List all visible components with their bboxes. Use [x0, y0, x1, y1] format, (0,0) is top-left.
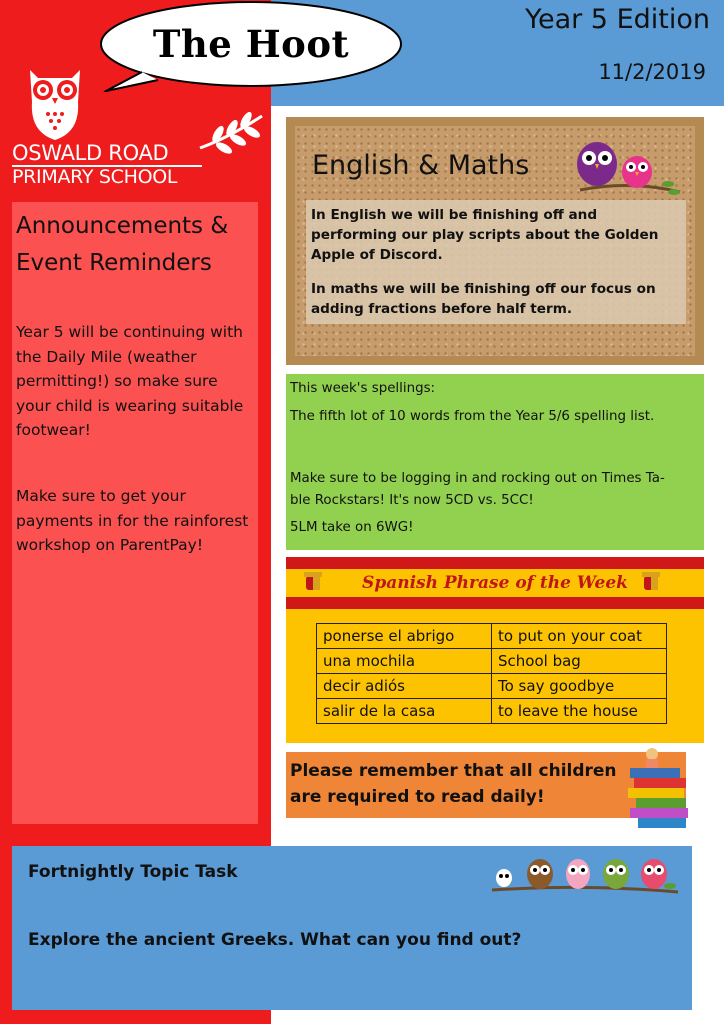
- table-row: [317, 674, 667, 699]
- rockstars-line3: 5LM take on 6WG!: [290, 520, 414, 535]
- topic-task-panel: [12, 846, 692, 1010]
- vocab-english: To say goodbye: [492, 674, 667, 699]
- reading-line1: Please remember that all children: [290, 761, 617, 781]
- book-stack-icon: [626, 742, 696, 832]
- rockstars-line1: Make sure to be logging in and rocking out on Times Ta-: [290, 471, 665, 486]
- table-row: [317, 624, 667, 649]
- announcements-title: Announcements & Event Reminders: [16, 213, 229, 276]
- vocab-english: to put on your coat: [492, 624, 667, 649]
- table-row: [317, 649, 667, 674]
- owls-on-branch-icon: [570, 134, 682, 200]
- leaf-branch-icon: [198, 108, 264, 154]
- reading-reminder-text: [290, 758, 630, 810]
- spellings-heading: This week's spellings:: [290, 381, 436, 396]
- spellings-panel: [286, 374, 704, 550]
- spellings-detail: The fifth lot of 10 words from the Year 5/6 spelling list.: [290, 409, 655, 424]
- school-name-line2: PRIMARY SCHOOL: [12, 166, 178, 188]
- flag-stripe-bottom: [286, 597, 704, 609]
- vocab-spanish: una mochila: [317, 649, 492, 674]
- announcements-panel: [12, 202, 258, 824]
- vocab-spanish: salir de la casa: [317, 699, 492, 724]
- vocab-table: [316, 623, 667, 724]
- issue-date: 11/2/2019: [598, 60, 706, 84]
- edition-label: Year 5 Edition: [525, 4, 710, 35]
- vocab-spanish: ponerse el abrigo: [317, 624, 492, 649]
- english-maths-title: English & Maths: [312, 150, 530, 181]
- english-text: In English we will be finishing off and performing our play scripts about the Golden Apple of Discord.: [311, 207, 659, 263]
- school-name-line1: OSWALD ROAD: [12, 141, 169, 165]
- topic-task-body: Explore the ancient Greeks. What can you find out?: [28, 930, 522, 950]
- owl-family-branch-icon: [490, 850, 680, 900]
- table-row: [317, 699, 667, 724]
- vocab-spanish: decir adiós: [317, 674, 492, 699]
- reading-line2: are required to read daily!: [290, 787, 545, 807]
- maths-text: In maths we will be finishing off our focus on adding fractions before half term.: [311, 281, 656, 317]
- rockstars-line2: ble Rockstars! It's now 5CD vs. 5CC!: [290, 493, 534, 508]
- spanish-panel: [286, 557, 704, 743]
- spanish-title: Spanish Phrase of the Week: [362, 573, 628, 593]
- topic-task-title: Fortnightly Topic Task: [28, 862, 238, 882]
- announcement-daily-mile: Year 5 will be continuing with the Daily Mile (weather permitting!) so make sure your child is wearing suitable footwear!: [16, 323, 244, 439]
- vocab-english: School bag: [492, 649, 667, 674]
- vocab-english: to leave the house: [492, 699, 667, 724]
- announcement-payments: Make sure to get your payments in for the rainforest workshop on ParentPay!: [16, 487, 249, 554]
- owl-logo-icon: [20, 62, 90, 142]
- newsletter-title: The Hoot: [152, 22, 350, 66]
- flag-stripe-top: [286, 557, 704, 569]
